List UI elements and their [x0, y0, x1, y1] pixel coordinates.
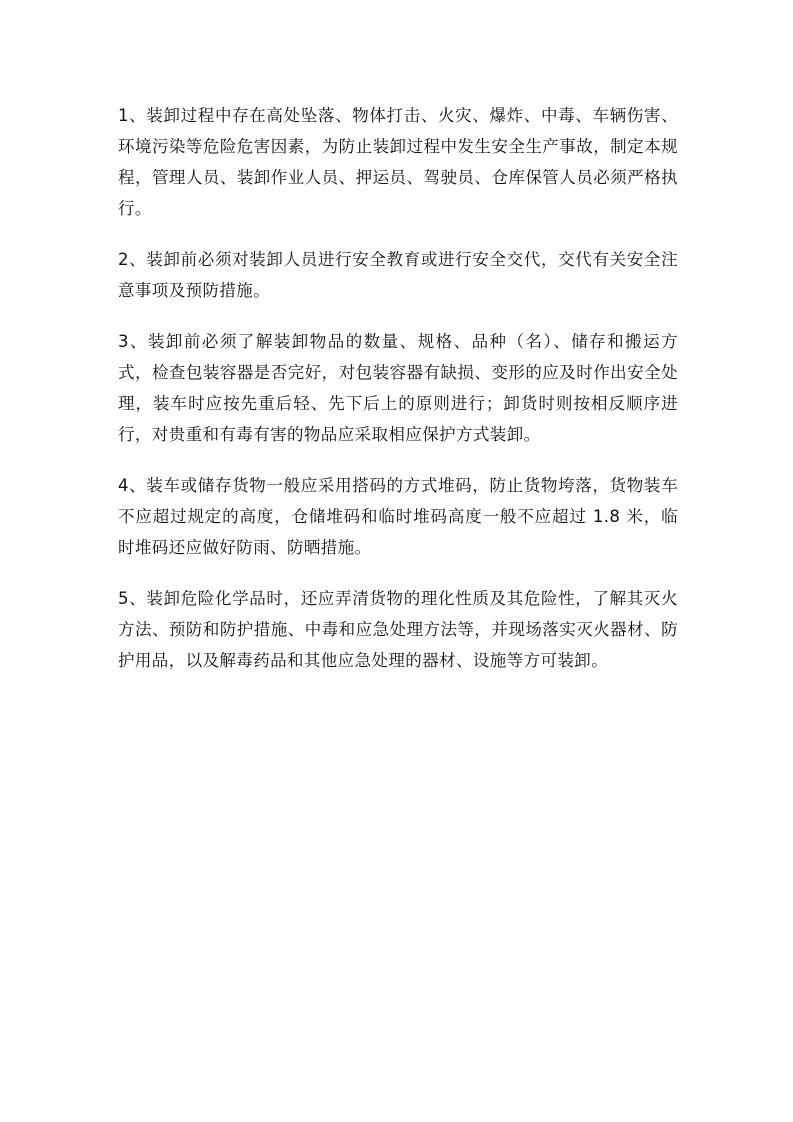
- paragraph-2: 2、装卸前必须对装卸人员进行安全教育或进行安全交代，交代有关安全注意事项及预防措施。: [118, 250, 678, 300]
- paragraph-5: 5、装卸危险化学品时，还应弄清货物的理化性质及其危险性，了解其灭火方法、预防和防护措施、中毒和应急处理方法等，并现场落实灭火器材、防护用品，以及解毒药品和其他应急处理的器材、设施等方可装卸。: [118, 589, 678, 670]
- paragraph-3: 3、装卸前必须了解装卸物品的数量、规格、品种（名）、储存和搬运方式，检查包装容器是否完好，对包装容器有缺损、变形的应及时作出安全处理，装车时应按先重后轻、先下后上的原则进行；卸货时则按相反顺序进行，对贵重和有毒有害的物品应采取相应保护方式装卸。: [118, 332, 678, 444]
- paragraph-4: 4、装车或储存货物一般应采用搭码的方式堆码，防止货物垮落，货物装车不应超过规定的高度，仓储堆码和临时堆码高度一般不应超过 1.8 米，临时堆码还应做好防雨、防晒措施。: [118, 476, 678, 557]
- document-body: [118, 100, 678, 696]
- paragraph-1: 1、装卸过程中存在高处坠落、物体打击、火灾、爆炸、中毒、车辆伤害、环境污染等危险危害因素，为防止装卸过程中发生安全生产事故，制定本规程，管理人员、装卸作业人员、押运员、驾驶员、仓库保管人员必须严格执行。: [118, 106, 678, 218]
